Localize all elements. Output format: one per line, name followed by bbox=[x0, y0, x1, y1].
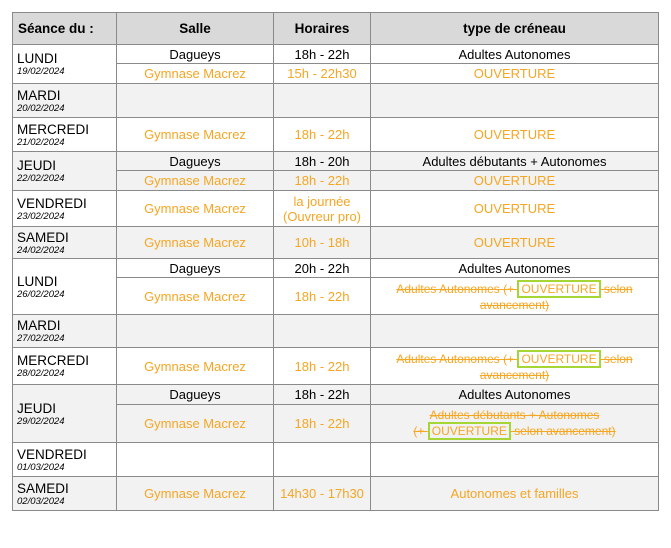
horaire-cell: 18h - 22h bbox=[274, 118, 371, 152]
table-row bbox=[13, 191, 659, 227]
salle-cell: Gymnase Macrez bbox=[117, 118, 274, 152]
day-cell: MERCREDI 21/02/2024 bbox=[13, 118, 117, 152]
table-row bbox=[13, 315, 659, 348]
day-cell: SAMEDI 24/02/2024 bbox=[13, 227, 117, 259]
day-cell: MARDI 27/02/2024 bbox=[13, 315, 117, 348]
salle-cell: Dagueys bbox=[117, 45, 274, 64]
salle-cell bbox=[117, 443, 274, 477]
type-cell: Adultes Autonomes (+ OUVERTURE selon avancement) bbox=[371, 278, 659, 315]
horaire-cell bbox=[274, 84, 371, 118]
horaire-cell: la journée (Ouvreur pro) bbox=[274, 191, 371, 227]
type-cell bbox=[371, 84, 659, 118]
horaire-cell: 15h - 22h30 bbox=[274, 64, 371, 84]
table-row bbox=[13, 118, 659, 152]
salle-cell: Gymnase Macrez bbox=[117, 348, 274, 385]
horaire-cell: 18h - 22h bbox=[274, 405, 371, 443]
salle-cell: Gymnase Macrez bbox=[117, 405, 274, 443]
salle-cell: Dagueys bbox=[117, 152, 274, 171]
horaire-cell: 18h - 22h bbox=[274, 348, 371, 385]
horaire-cell: 18h - 22h bbox=[274, 278, 371, 315]
day-cell: VENDREDI 23/02/2024 bbox=[13, 191, 117, 227]
day-cell: LUNDI 19/02/2024 bbox=[13, 45, 117, 84]
header-type: type de créneau bbox=[371, 13, 659, 45]
table-row bbox=[13, 259, 659, 278]
table-row bbox=[13, 227, 659, 259]
day-cell: JEUDI 29/02/2024 bbox=[13, 385, 117, 443]
type-cell: Adultes Autonomes bbox=[371, 259, 659, 278]
salle-cell: Gymnase Macrez bbox=[117, 278, 274, 315]
horaire-cell bbox=[274, 315, 371, 348]
type-cell bbox=[371, 443, 659, 477]
day-cell: MERCREDI 28/02/2024 bbox=[13, 348, 117, 385]
day-cell: VENDREDI 01/03/2024 bbox=[13, 443, 117, 477]
horaire-cell: 10h - 18h bbox=[274, 227, 371, 259]
table-row bbox=[13, 84, 659, 118]
table-row bbox=[13, 152, 659, 171]
horaire-cell: 14h30 - 17h30 bbox=[274, 477, 371, 511]
salle-cell: Gymnase Macrez bbox=[117, 191, 274, 227]
table-row bbox=[13, 385, 659, 405]
type-cell bbox=[371, 315, 659, 348]
salle-cell bbox=[117, 315, 274, 348]
salle-cell: Gymnase Macrez bbox=[117, 64, 274, 84]
highlight-box: OUVERTURE bbox=[517, 280, 600, 298]
type-cell: Adultes débutants + Autonomes (+ OUVERTURE selon avancement) bbox=[371, 405, 659, 443]
table-row bbox=[13, 477, 659, 511]
table-row bbox=[13, 45, 659, 64]
day-cell: MARDI 20/02/2024 bbox=[13, 84, 117, 118]
horaire-cell: 18h - 22h bbox=[274, 45, 371, 64]
type-cell: OUVERTURE bbox=[371, 64, 659, 84]
salle-cell: Gymnase Macrez bbox=[117, 227, 274, 259]
type-cell: Adultes Autonomes bbox=[371, 385, 659, 405]
horaire-cell: 20h - 22h bbox=[274, 259, 371, 278]
table-row bbox=[13, 348, 659, 385]
header-salle: Salle bbox=[117, 13, 274, 45]
salle-cell: Dagueys bbox=[117, 385, 274, 405]
type-cell: OUVERTURE bbox=[371, 171, 659, 191]
day-cell: SAMEDI 02/03/2024 bbox=[13, 477, 117, 511]
salle-cell: Gymnase Macrez bbox=[117, 171, 274, 191]
horaire-cell: 18h - 22h bbox=[274, 171, 371, 191]
header-horaires: Horaires bbox=[274, 13, 371, 45]
highlight-box: OUVERTURE bbox=[517, 350, 600, 368]
type-cell: Autonomes et familles bbox=[371, 477, 659, 511]
salle-cell: Dagueys bbox=[117, 259, 274, 278]
type-cell: OUVERTURE bbox=[371, 191, 659, 227]
schedule-table bbox=[12, 12, 659, 511]
header-seance: Séance du : bbox=[13, 13, 117, 45]
type-cell: OUVERTURE bbox=[371, 118, 659, 152]
type-cell: OUVERTURE bbox=[371, 227, 659, 259]
day-cell: JEUDI 22/02/2024 bbox=[13, 152, 117, 191]
type-cell: Adultes débutants + Autonomes bbox=[371, 152, 659, 171]
header-row bbox=[13, 13, 659, 45]
highlight-box: OUVERTURE bbox=[428, 422, 511, 440]
horaire-cell: 18h - 20h bbox=[274, 152, 371, 171]
salle-cell bbox=[117, 84, 274, 118]
horaire-cell: 18h - 22h bbox=[274, 385, 371, 405]
table-row bbox=[13, 443, 659, 477]
type-cell: Adultes Autonomes (+ OUVERTURE selon avancement) bbox=[371, 348, 659, 385]
type-cell: Adultes Autonomes bbox=[371, 45, 659, 64]
salle-cell: Gymnase Macrez bbox=[117, 477, 274, 511]
horaire-cell bbox=[274, 443, 371, 477]
day-cell: LUNDI 26/02/2024 bbox=[13, 259, 117, 315]
